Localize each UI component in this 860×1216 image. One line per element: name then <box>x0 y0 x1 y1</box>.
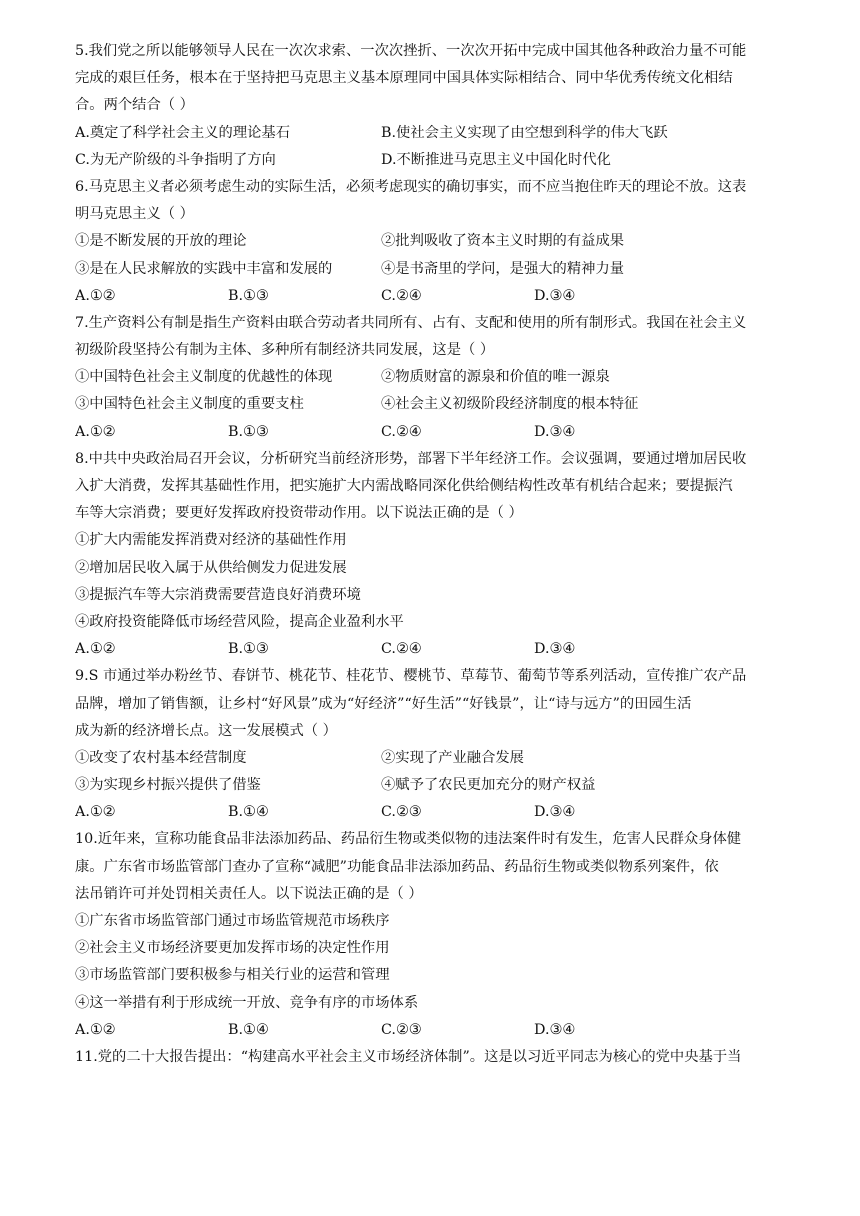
choice-c: C.②③ <box>381 1021 422 1038</box>
question-stem: 5.我们党之所以能够领导人民在一次次求索、一次次挫折、一次次开拓中完成中国其他各种政治力量不可能 <box>75 43 747 59</box>
statement-2: ②增加居民收入属于从供给侧发力促进发展 <box>75 559 347 576</box>
question-stem: 完成的艰巨任务，根本在于坚持把马克思主义基本原理同中国具体实际相结合、同中华优秀传统文化相结 <box>75 70 733 87</box>
question-5 <box>75 38 787 174</box>
choice-a: A.①② <box>75 641 116 658</box>
option-row <box>75 120 787 147</box>
question-stem: 成为新的经济增长点。这一发展模式（ ） <box>75 722 337 739</box>
statement-2: ②物质财富的源泉和价值的唯一源泉 <box>381 369 610 386</box>
choice-row <box>75 799 787 826</box>
option-row <box>75 147 787 174</box>
statement-4: ④政府投资能降低市场经营风险，提高企业盈利水平 <box>75 613 404 630</box>
choice-b: B.①③ <box>228 423 269 440</box>
question-stem: 10.近年来，宣称功能食品非法添加药品、药品衍生物或类似物的违法案件时有发生，危害人民群众身体健 <box>75 831 742 848</box>
statement-row <box>75 391 787 418</box>
choice-b: B.①③ <box>228 641 269 658</box>
choice-c: C.②④ <box>381 641 422 658</box>
question-stem: 7.生产资料公有制是指生产资料由联合劳动者共同所有、占有、支配和使用的所有制形式。我国在社会主义 <box>75 314 747 331</box>
question-10 <box>75 826 787 1044</box>
question-stem: 11.党的二十大报告提出：“构建高水平社会主义市场经济体制”。这是以习近平同志为核心的党中央基于当 <box>75 1048 742 1065</box>
statement-3: ③市场监管部门要积极参与相关行业的运营和管理 <box>75 967 390 984</box>
question-stem: 品牌，增加了销售额，让乡村“好风景”成为“好经济”“好生活”“好钱景”，让“诗与远方”的田园生活 <box>75 695 692 712</box>
statement-1: ①改变了农村基本经营制度 <box>75 749 247 766</box>
question-stem: 8.中共中央政治局召开会议，分析研究当前经济形势，部署下半年经济工作。会议强调，要通过增加居民收 <box>75 450 747 467</box>
statement-3: ③为实现乡村振兴提供了借鉴 <box>75 777 261 794</box>
question-7 <box>75 310 787 446</box>
statement-2: ②社会主义市场经济要更加发挥市场的决定性作用 <box>75 940 390 957</box>
question-stem: 明马克思主义（ ） <box>75 206 194 223</box>
statement-4: ④社会主义初级阶段经济制度的根本特征 <box>381 396 639 413</box>
choice-b: B.①④ <box>228 804 269 821</box>
choice-row <box>75 283 787 310</box>
choice-d: D.③④ <box>534 423 576 440</box>
choice-a: A.①② <box>75 287 116 304</box>
statement-4: ④赋予了农民更加充分的财产权益 <box>381 777 596 794</box>
choice-row <box>75 636 787 663</box>
question-stem: 车等大宗消费；要更好发挥政府投资带动作用。以下说法正确的是（ ） <box>75 505 523 522</box>
statement-4: ④这一举措有利于形成统一开放、竞争有序的市场体系 <box>75 994 419 1011</box>
choice-row <box>75 419 787 446</box>
question-stem: 康。广东省市场监管部门查办了宣称“减肥”功能食品非法添加药品、药品衍生物或类似物系列案件，依 <box>75 858 719 875</box>
statement-row <box>75 256 787 283</box>
question-stem: 入扩大消费，发挥其基础性作用，把实施扩大内需战略同深化供给侧结构性改革有机结合起来；要提振汽 <box>75 478 733 494</box>
statement-2: ②批判吸收了资本主义时期的有益成果 <box>381 233 625 250</box>
statement-1: ①中国特色社会主义制度的优越性的体现 <box>75 369 333 386</box>
statement-3: ③中国特色社会主义制度的重要支柱 <box>75 396 304 413</box>
question-stem: 法吊销许可并处罚相关责任人。以下说法正确的是（ ） <box>75 885 423 902</box>
question-9 <box>75 663 787 826</box>
option-c: C.为无产阶级的斗争指明了方向 <box>75 151 276 168</box>
question-6 <box>75 174 787 310</box>
choice-d: D.③④ <box>534 804 576 821</box>
statement-row <box>75 772 787 799</box>
choice-c: C.②④ <box>381 423 422 440</box>
statement-row <box>75 745 787 772</box>
statement-1: ①扩大内需能发挥消费对经济的基础性作用 <box>75 532 347 549</box>
choice-row <box>75 1017 787 1044</box>
question-stem: 9.S 市通过举办粉丝节、春饼节、桃花节、桂花节、樱桃节、草莓节、葡萄节等系列活动，宣传推广农产品 <box>75 668 747 685</box>
statement-1: ①是不断发展的开放的理论 <box>75 233 247 250</box>
choice-b: B.①④ <box>228 1021 269 1038</box>
option-b: B.使社会主义实现了由空想到科学的伟大飞跃 <box>381 124 668 141</box>
statement-row <box>75 228 787 255</box>
choice-d: D.③④ <box>534 1021 576 1038</box>
choice-d: D.③④ <box>534 641 576 658</box>
statement-4: ④是书斋里的学问，是强大的精神力量 <box>381 260 625 277</box>
option-a: A.奠定了科学社会主义的理论基石 <box>75 124 291 141</box>
statement-1: ①广东省市场监管部门通过市场监管规范市场秩序 <box>75 913 390 929</box>
choice-c: C.②④ <box>381 287 422 304</box>
choice-a: A.①② <box>75 804 116 821</box>
question-stem: 初级阶段坚持公有制为主体、多种所有制经济共同发展，这是（ ） <box>75 342 495 359</box>
choice-a: A.①② <box>75 1021 116 1038</box>
question-11 <box>75 1044 787 1071</box>
choice-c: C.②③ <box>381 804 422 821</box>
statement-2: ②实现了产业融合发展 <box>381 749 524 766</box>
question-8 <box>75 446 787 664</box>
question-stem: 合。两个结合（ ） <box>75 97 194 114</box>
statement-3: ③是在人民求解放的实践中丰富和发展的 <box>75 260 333 277</box>
choice-b: B.①③ <box>228 287 269 304</box>
choice-d: D.③④ <box>534 287 576 304</box>
exam-page <box>75 38 787 1071</box>
choice-a: A.①② <box>75 423 116 440</box>
option-d: D.不断推进马克思主义中国化时代化 <box>381 151 611 168</box>
statement-row <box>75 364 787 391</box>
question-stem: 6.马克思主义者必须考虑生动的实际生活，必须考虑现实的确切事实，而不应当抱住昨天的理论不放。这表 <box>75 178 747 195</box>
statement-3: ③提振汽车等大宗消费需要营造良好消费环境 <box>75 586 361 603</box>
